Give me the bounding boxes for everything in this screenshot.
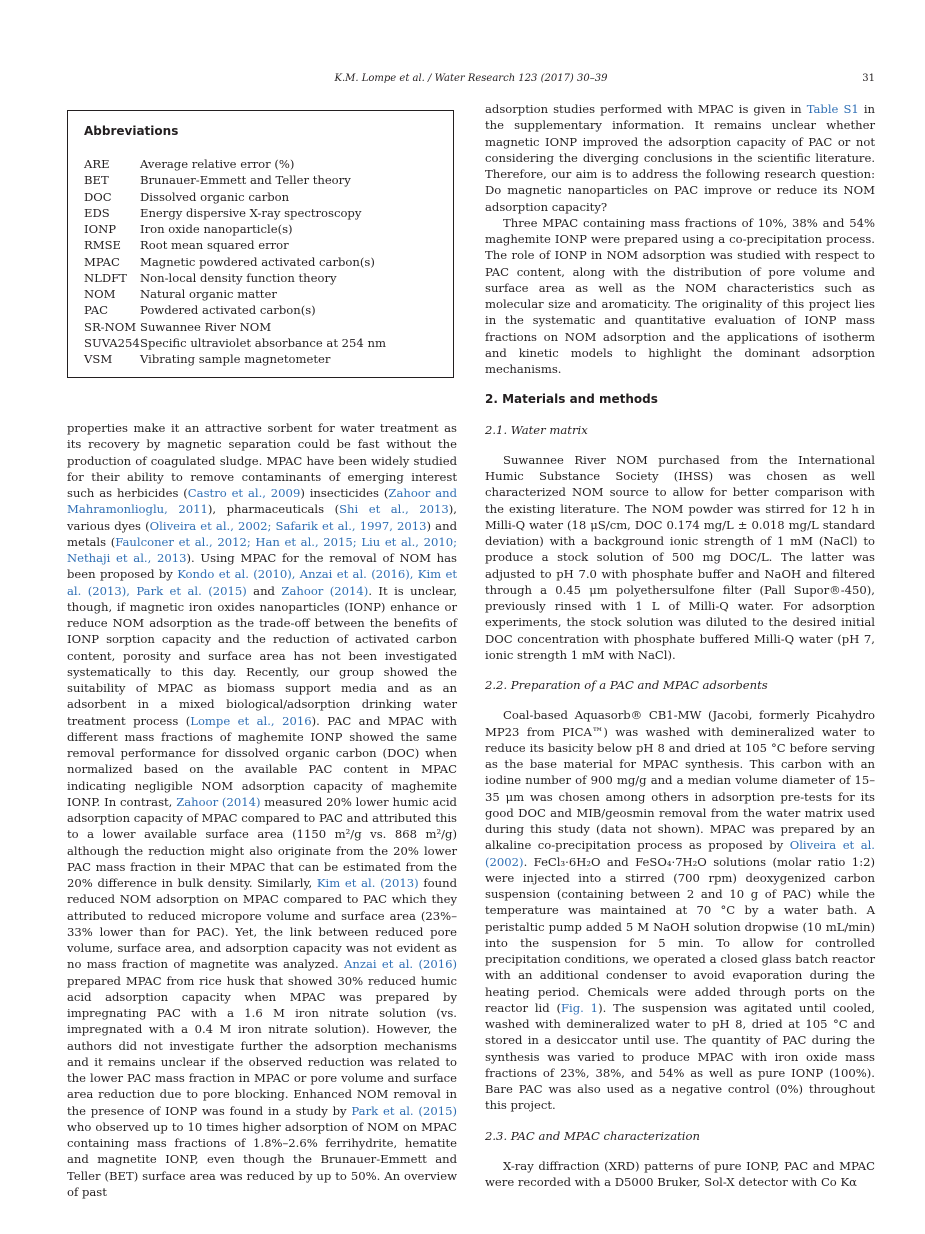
abbreviation-row [84, 254, 386, 270]
abbreviation-key: MPAC [84, 254, 120, 269]
abbreviation-row [84, 335, 386, 351]
citation-link[interactable]: Fig. 1 [561, 1000, 599, 1015]
text-run: properties make it an attractive sorbent for water treatment as its recovery by magnetic separation could be fast without the production of coagulated sludge. MPAC have been widely studied for their ability to remove contaminants of emerging interest such as herbicides ( [67, 421, 457, 500]
abbreviation-key: ARE [84, 157, 110, 171]
abbreviation-row [84, 189, 386, 205]
abbreviation-definition: Root mean squared error [140, 238, 289, 253]
text-run: measured 20% lower humic acid adsorption capacity of MPAC compared to PAC and attributed this to a lower available surface area (1150 m²/g vs. 868 m²/g) although the reduction might also originate from the 20% lower PAC mass fraction in their MPAC that can be estimated from the 20% difference in bulk density. Similarly, [67, 794, 457, 890]
abbreviation-definition: Non-local density function theory [140, 270, 337, 285]
citation-link[interactable]: Kondo et al. (2010), Anzai et al. (2016), Kim et al. (2013), Park et al. (2015) [67, 567, 458, 598]
citation-link[interactable]: Oliveira et al., 2002; Safarik et al., 1997, 2013 [149, 518, 427, 533]
citation-link[interactable]: Lompe et al., 2016 [190, 713, 312, 728]
subsection-heading-water-matrix: 2.1. Water matrix [485, 422, 588, 437]
abbreviation-key: EDS [84, 205, 110, 220]
text-run: ). PAC and MPAC with different mass fractions of maghemite IONP showed the same removal performance for dissolved organic carbon (DOC) when normalized based on the available PAC content in MPAC indicating negligible NOM adsorption capacity of maghemite IONP. In contrast, [67, 713, 458, 809]
text-run: . FeCl₃·6H₂O and FeSO₄·7H₂O solutions (molar ratio 1:2) were injected into a stirred (700 rpm) deoxygenized carbon suspension (containing between 2 and 10 g of PAC) while the temperature was maintained at 70 °C by a water bath. A peristaltic pump added 5 M NaOH solution dropwise (10 mL/min) into the suspension for 5 min. To allow for controlled precipitation conditions, we operated a closed glass batch reactor with an additional condenser to avoid evaporation during the heating period. Chemicals were added through ports on the reactor lid ( [485, 854, 875, 1015]
citation-link[interactable]: Oliveira et al. (2002) [485, 838, 875, 869]
paragraph-characterization: X-ray diffraction (XRD) patterns of pure IONP, PAC and MPAC were recorded with a D5000 Bruker, Sol-X detector with Co Kα [485, 1158, 875, 1189]
abbreviation-row [84, 286, 386, 302]
abbreviation-key: VSM [84, 352, 113, 366]
abbreviation-row [84, 205, 386, 221]
abbreviation-key: SUVA254 [84, 335, 140, 350]
citation-link[interactable]: Anzai et al. (2016) [344, 957, 457, 972]
abbreviation-definition: Powdered activated carbon(s) [140, 303, 316, 318]
abbreviation-definition: Specific ultraviolet absorbance at 254 nm [140, 335, 386, 350]
left-column [67, 420, 457, 1200]
abbreviation-key: NLDFT [84, 270, 127, 285]
text-run: ), various dyes ( [67, 502, 457, 533]
page-number: 31 [862, 73, 875, 84]
abbreviation-row [84, 237, 386, 253]
abbreviation-definition: Magnetic powdered activated carbon(s) [140, 254, 375, 269]
abbreviations-box [67, 110, 454, 378]
abbreviation-key: PAC [84, 303, 108, 318]
abbreviation-key: NOM [84, 287, 116, 301]
abbreviation-row [84, 351, 386, 367]
text-run: adsorption studies performed with MPAC is given in [485, 102, 807, 116]
abbreviation-definition: Natural organic matter [140, 287, 277, 301]
abbreviation-definition: Vibrating sample magnetometer [140, 352, 331, 366]
abbreviation-definition: Brunauer-Emmett and Teller theory [140, 173, 351, 188]
right-column [485, 101, 875, 1190]
paragraph-intro-continued [67, 420, 457, 1200]
abbreviations-list [84, 156, 386, 367]
abbreviation-row [84, 319, 386, 335]
citation-link[interactable]: Zahoor (2014) [281, 583, 369, 598]
paragraph-objectives: Three MPAC containing mass fractions of 10%, 38% and 54% maghemite IONP were prepared using a co-precipitation process. The role of IONP in NOM adsorption was studied with respect to PAC content, along with the distribution of pore volume and surface area as well as the NOM characteristics such as molecular size and aromaticity. The originality of this project lies in the systematic and quantitative evaluation of IONP mass fractions on NOM adsorption and the applications of isotherm and kinetic models to highlight the dominant adsorption mechanisms. [485, 215, 875, 376]
abbreviation-definition: Dissolved organic carbon [140, 189, 290, 204]
text-run: ), pharmaceuticals ( [207, 502, 340, 517]
abbreviation-key: BET [84, 173, 109, 188]
citation-link[interactable]: Table S1 [806, 102, 859, 116]
abbreviation-key: DOC [84, 189, 112, 204]
abbreviation-row [84, 221, 386, 237]
abbreviation-definition: Suwannee River NOM [140, 319, 272, 334]
text-run: ) insecticides ( [300, 486, 389, 500]
abbreviation-row [84, 302, 386, 318]
citation-link[interactable]: Park et al. (2015) [351, 1103, 457, 1118]
text-run: ). Using MPAC for the removal of NOM has been proposed by [67, 551, 458, 582]
text-run: Coal-based Aquasorb® CB1-MW (Jacobi, formerly Picahydro MP23 from PICA™) was washed with demineralized water to reduce its basicity below pH 8 and dried at 105 °C before serving as the base material for MPAC synthesis. This carbon with an iodine number of 900 mg/g and a median volume diameter of 15–35 μm was chosen among others in adsorption pre-tests for its good DOC and MIB/geosmin removal from the water matrix used during this study (data not shown). MPAC was prepared by an alkaline co-precipitation process as proposed by [485, 708, 875, 853]
subsection-heading-characterization: 2.3. PAC and MPAC characterization [485, 1128, 700, 1143]
paragraph-water-matrix: Suwannee River NOM purchased from the International Humic Substance Society (IHSS) was chosen as well characterized NOM source to allow for better comparison with the existing literature. The NOM powder was stirred for 12 h in Milli-Q water (18 μS/cm, DOC 0.174 mg/L ± 0.018 mg/L standard deviation) with a background ionic strength of 1 mM (NaCl) to produce a stock solution of 500 mg DOC/L. The latter was adjusted to pH 7.0 with phosphate buffer and NaOH and filtered through a 0.45 μm polyethersulfone filter (Pall Supor®-450), previously rinsed with 1 L of Milli-Q water. For adsorption experiments, the stock solution was diluted to the desired initial DOC concentration with phosphate buffered Milli-Q water (pH 7, ionic strength 1 mM with NaCl). [485, 452, 875, 662]
text-run: and [246, 583, 282, 598]
citation-link[interactable]: Zahoor and Mahramonlioglu, 2011 [67, 486, 457, 517]
abbreviation-definition: Energy dispersive X-ray spectroscopy [140, 205, 362, 220]
citation-link[interactable]: Shi et al., 2013 [339, 502, 449, 517]
abbreviation-key: SR-NOM [84, 319, 137, 334]
text-run: ). The suspension was agitated until cooled, washed with demineralized water to pH 8, dried at 105 °C and stored in a desiccator until use. The quantity of PAC during the synthesis was varied to produce MPAC with iron oxide mass fractions of 23%, 38%, and 54% as well as pure IONP (100%). Bare PAC was also used as a negative control (0%) throughout this project. [485, 1000, 875, 1113]
text-run: . It is unclear, though, if magnetic iron oxides nanoparticles (IONP) enhance or reduce NOM adsorption as the trade-off between the benefits of IONP sorption capacity and the reduction of activated carbon content, porosity and surface area has not been investigated systematically to this day. Recently, our group showed the suitability of MPAC as biomass support media and as an adsorbent in a mixed biological/adsorption drinking water treatment process ( [67, 583, 458, 728]
text-run: in the supplementary information. It remains unclear whether magnetic IONP improved the adsorption capacity of PAC or not considering the diverging conclusions in the scientific literature. Therefore, our aim is to address the following research question: Do magnetic nanoparticles on PAC improve or reduce its NOM adsorption capacity? [485, 102, 875, 214]
journal-citation: K.M. Lompe et al. / Water Research 123 (2017) 30–39 [334, 73, 608, 84]
citation-link[interactable]: Kim et al. (2013) [316, 876, 419, 890]
paragraph-preparation [485, 707, 875, 1113]
abbreviation-key: RMSE [84, 238, 122, 253]
subsection-heading-preparation: 2.2. Preparation of a PAC and MPAC adsorbents [485, 678, 768, 692]
citation-link[interactable]: Castro et al., 2009 [187, 486, 301, 500]
citation-link[interactable]: Zahoor (2014) [176, 794, 261, 809]
abbreviation-row [84, 156, 386, 172]
running-header [67, 73, 875, 89]
abbreviation-key: IONP [84, 222, 117, 236]
paragraph-research-question [485, 101, 875, 215]
text-run: found reduced NOM adsorption on MPAC compared to PAC which they attributed to reduced micropore volume and surface area (23%–33% lower than for PAC). Yet, the link between reduced pore volume, surface area, and adsorption capacity was not evident as no mass fraction of magnetite was analyzed. [67, 876, 458, 972]
citation-link[interactable]: Faulconer et al., 2012; Han et al., 2015; Liu et al., 2010; Nethaji et al., 2013 [67, 534, 458, 565]
abbreviation-row [84, 172, 386, 188]
abbreviation-row [84, 270, 386, 286]
text-run: ) and metals ( [67, 518, 457, 549]
text-run: who observed up to 10 times higher adsorption of NOM on MPAC containing mass fractions of 1.8%–2.6% ferrihydrite, hematite and magnetite IONP, even though the Brunauer-Emmett and Teller (BET) surface area was reduced by up to 50%. An overview of past [67, 1119, 457, 1199]
abbreviation-definition: Iron oxide nanoparticle(s) [140, 222, 293, 236]
abbreviations-title: Abbreviations [84, 124, 179, 138]
text-run: prepared MPAC from rice husk that showed 30% reduced humic acid adsorption capacity when MPAC was prepared by impregnating PAC with a 1.6 M iron nitrate solution (vs. impregnated with a 0.4 M iron nitrate solution). However, the authors did not investigate further the adsorption mechanisms and it remains unclear if the observed reduction was related to the lower PAC mass fraction in MPAC or pore volume and surface area reduction due to pore blocking. Enhanced NOM removal in the presence of IONP was found in a study by [67, 973, 457, 1118]
section-heading-materials-methods: 2. Materials and methods [485, 392, 658, 407]
abbreviation-definition: Average relative error (%) [140, 157, 295, 171]
